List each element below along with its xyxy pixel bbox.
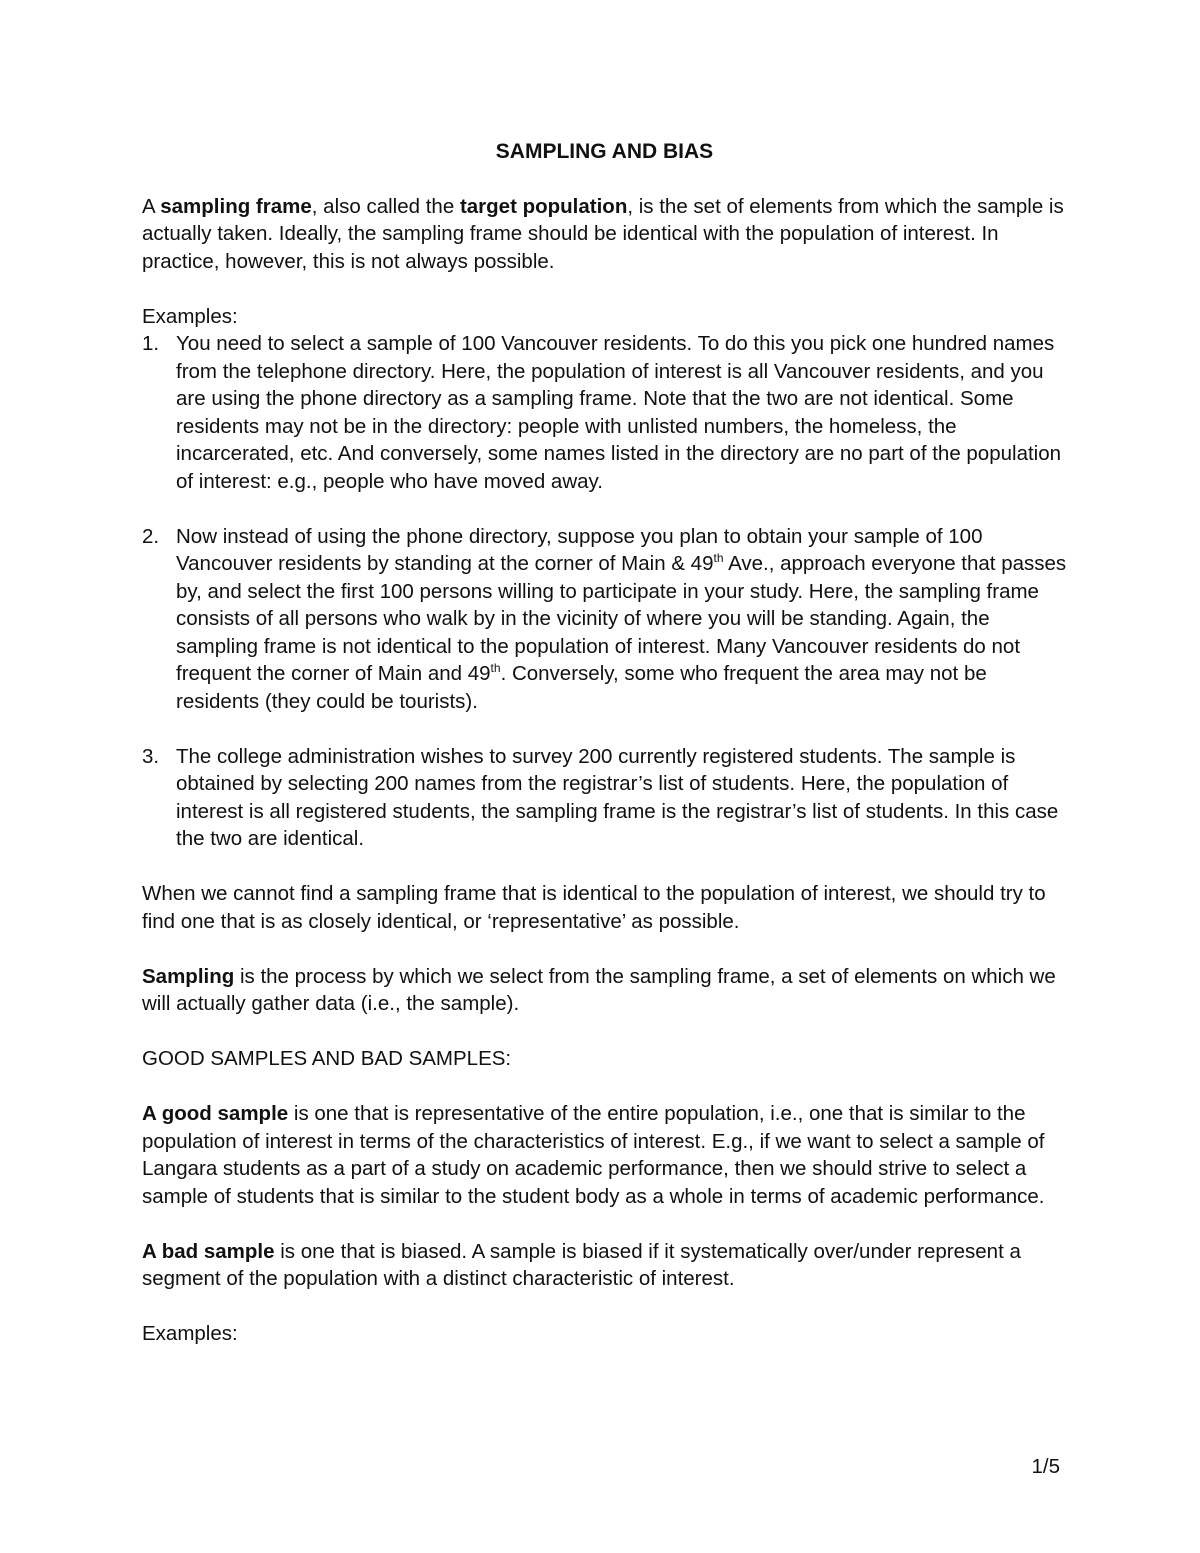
list-item-number: 3. [142, 744, 160, 768]
list-item-text: You need to select a sample of 100 Vancouver residents. To do this you pick one hundred names from the telephone directory. Here, the population of interest is all Vancouver residents, and you are using the phone directory as a sampling frame. Note that the two are not identical. Some residents may not be in the directory: people with unlisted numbers, the homeless, the incarcerated, etc. And conversely, some names listed in the directory are no part of the population of interest: e.g., people who have moved away. [176, 332, 1062, 493]
list-item [142, 330, 1067, 495]
sampling-paragraph [142, 963, 1067, 1018]
ordinal-suffix: th [713, 551, 724, 566]
list-item-text [176, 525, 1066, 713]
list-item-text: The college administration wishes to survey 200 currently registered students. The sample is obtained by selecting 200 names from the registrar’s list of students. Here, the population of interest is all registered students, the sampling frame is the registrar’s list of students. In this case the two are identical. [176, 744, 1059, 850]
list-item-text-part-3: . Conversely, some who frequent the area may not be residents (they could be tourists). [176, 662, 987, 713]
list-item-number: 1. [142, 332, 160, 355]
page-title: SAMPLING AND BIAS [495, 140, 714, 163]
list-item-text-part-1: Now instead of using the phone directory, suppose you plan to obtain your sample of 100 Vancouver residents by standing at the corner of Main & 49 [176, 524, 983, 575]
examples-label: Examples: [142, 304, 238, 328]
bad-sample-paragraph [142, 1238, 1067, 1293]
term-sampling: Sampling [142, 964, 235, 988]
ordinal-suffix: th [490, 661, 501, 676]
intro-text-1: A [142, 194, 161, 218]
term-bad-sample: A bad sample [142, 1239, 275, 1263]
examples-label-2: Examples: [142, 1322, 238, 1345]
examples-list [142, 330, 1067, 853]
list-item [142, 743, 1067, 853]
term-good-sample: A good sample [142, 1102, 289, 1125]
list-item [142, 523, 1067, 716]
term-sampling-frame: sampling frame [160, 194, 312, 218]
intro-text-2: , also called the [311, 194, 460, 218]
representative-paragraph: When we cannot find a sampling frame that is identical to the population of interest, we should try to find one that is as closely identical, or ‘representative’ as possible. [142, 882, 1046, 933]
good-sample-text: is one that is representative of the entire population, i.e., one that is similar to the population of interest in terms of the characteristics of interest. E.g., if we want to select a sample of Langara students as a part of a study on academic performance, then we should strive to select a sample of students that is similar to the student body as a whole in terms of academic performance. [142, 1102, 1045, 1208]
list-item-text-part-2: Ave., approach everyone that passes by, and select the first 100 persons willing to participate in your study. Here, the sampling frame consists of all persons who walk by in the vicinity of where you will be standing. Again, the sampling frame is not identical to the population of interest. Many Vancouver residents do not frequent the corner of Main and 49 [176, 552, 1067, 685]
intro-text-3: , is the set of elements from which the sample is actually taken. Ideally, the sampling frame should be identical with the population of interest. In practice, however, this is not always possible. [142, 194, 1064, 273]
term-target-population: target population [459, 194, 628, 218]
good-sample-paragraph [142, 1100, 1067, 1210]
good-bad-heading: GOOD SAMPLES AND BAD SAMPLES: [142, 1047, 512, 1070]
page-number: 1/5 [1031, 1455, 1060, 1478]
document-body [142, 138, 1067, 1348]
list-item-number: 2. [142, 524, 160, 548]
bad-sample-text: is one that is biased. A sample is biased if it systematically over/under represent a segment of the population with a distinct characteristic of interest. [142, 1239, 1021, 1290]
sampling-text: is the process by which we select from the sampling frame, a set of elements on which we will actually gather data (i.e., the sample). [142, 964, 1056, 1015]
intro-paragraph [142, 193, 1067, 276]
